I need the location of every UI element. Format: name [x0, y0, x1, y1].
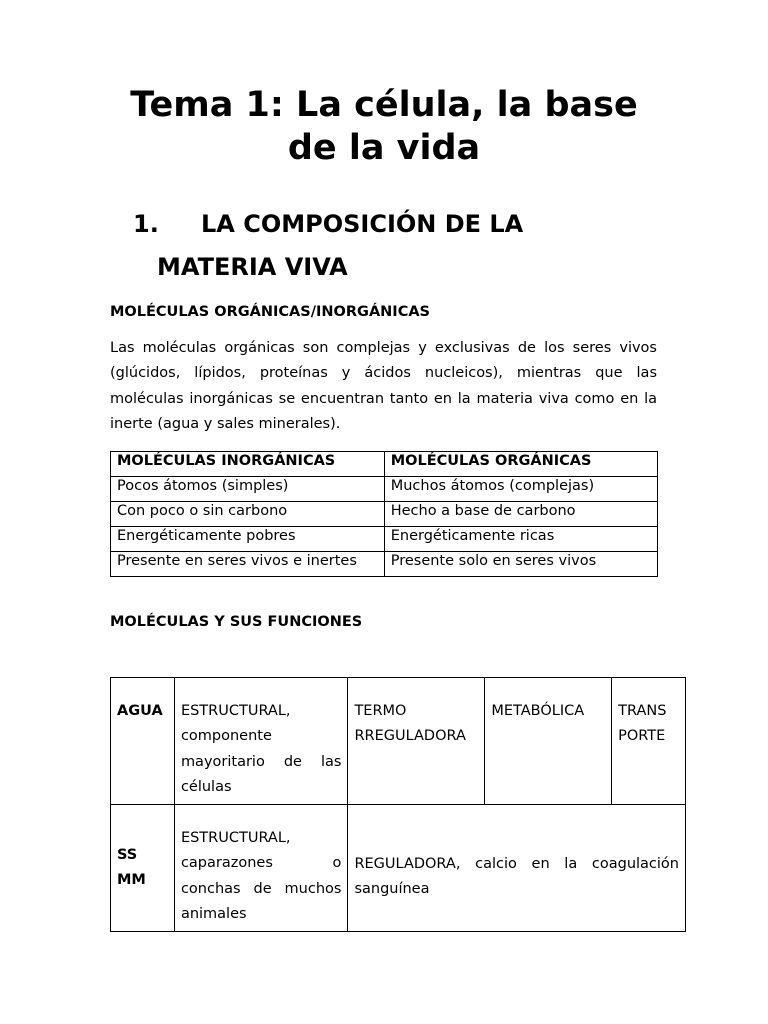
comparison-table — [110, 451, 658, 577]
table-row — [111, 552, 658, 577]
table-cell: ESTRUCTURAL, caparazones o conchas de muchos animales — [174, 805, 348, 932]
subheading-functions: MOLÉCULAS Y SUS FUNCIONES — [110, 614, 363, 630]
table-cell: METABÓLICA — [485, 678, 612, 805]
section-title-line1: LA COMPOSICIÓN DE LA — [201, 210, 524, 238]
table-cell: Hecho a base de carbono — [384, 502, 657, 527]
table-cell: Con poco o sin carbono — [111, 502, 385, 527]
table-header-row — [111, 452, 658, 477]
row-label-ssmm: SS MM — [111, 805, 175, 932]
table-cell: TERMO RREGULADORA — [348, 678, 485, 805]
table-cell: Muchos átomos (complejas) — [384, 477, 657, 502]
table-cell: Presente solo en seres vivos — [384, 552, 657, 577]
table-cell: Pocos átomos (simples) — [111, 477, 385, 502]
section-number: 1. — [133, 210, 159, 238]
row-label-agua: AGUA — [111, 678, 175, 805]
functions-table — [110, 677, 686, 932]
page-title: Tema 1: La célula, la base de la vida — [130, 85, 638, 168]
table-cell: Energéticamente ricas — [384, 527, 657, 552]
table-row — [111, 527, 658, 552]
table-row — [111, 502, 658, 527]
table-cell: Energéticamente pobres — [111, 527, 385, 552]
table-header-cell: MOLÉCULAS INORGÁNICAS — [111, 452, 385, 477]
table-header-cell: MOLÉCULAS ORGÁNICAS — [384, 452, 657, 477]
intro-paragraph: Las moléculas orgánicas son complejas y exclusivas de los seres vivos (glúcidos, lípidos, proteínas y ácidos nucleicos), mientras que las moléculas inorgánicas se encuentran tanto en la materia viva como en la inerte (agua y sales minerales). — [110, 340, 657, 432]
table-row — [111, 678, 686, 805]
table-cell: REGULADORA, calcio en la coagulación sanguínea — [348, 805, 686, 932]
table-cell: TRANS PORTE — [612, 678, 686, 805]
subheading-organic-inorganic: MOLÉCULAS ORGÁNICAS/INORGÁNICAS — [110, 304, 430, 320]
table-cell: Presente en seres vivos e inertes — [111, 552, 385, 577]
section-heading — [110, 203, 658, 289]
table-row — [111, 477, 658, 502]
table-cell: ESTRUCTURAL, componente mayoritario de las células — [174, 678, 348, 805]
table-row — [111, 805, 686, 932]
section-title-line2: MATERIA VIVA — [157, 253, 348, 281]
